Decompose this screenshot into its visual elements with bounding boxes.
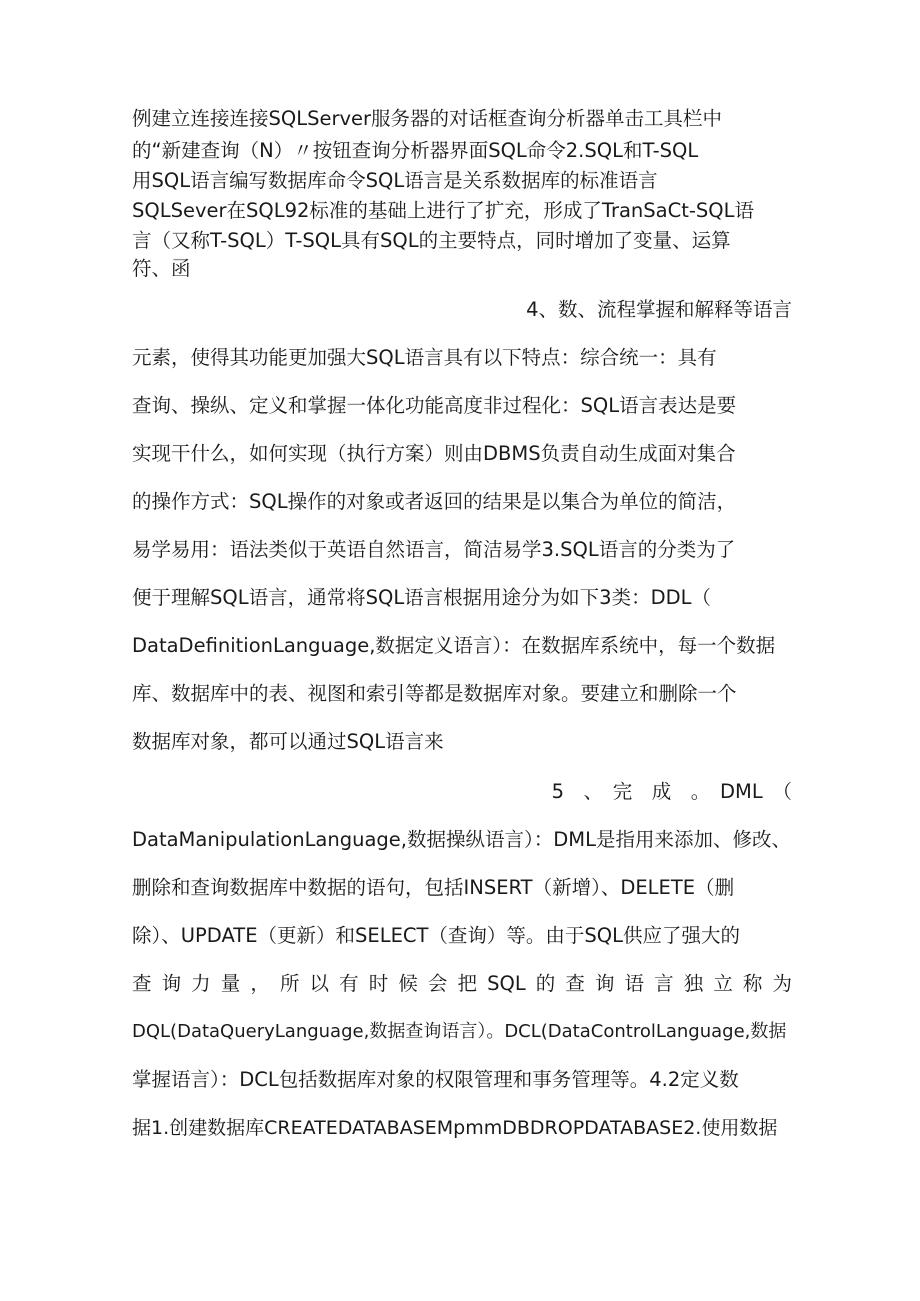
text-line-8: 元素，使得其功能更加强大SQL语言具有以下特点：综合统一：具有 [132, 346, 717, 369]
text-line-6: 符、函 [132, 257, 191, 280]
text-line-15: 库、数据库中的表、视图和索引等都是数据库对象。要建立和删除一个 [132, 682, 737, 705]
text-line-3: 用SQL语言编写数据库命令SQL语言是关系数据库的标准语言 [132, 169, 658, 192]
text-line-5: 言（又称T-SQL）T-SQL具有SQL的主要特点，同时增加了变量、运算 [132, 229, 731, 252]
text-line-14: DataDefinitionLanguage,数据定义语言）：在数据库系统中，每一个数据 [132, 634, 776, 657]
text-line-12: 易学易用：语法类似于英语自然语言，简洁易学3.SQL语言的分类为了 [132, 538, 736, 561]
text-line-23: 掌握语言）：DCL包括数据库对象的权限管理和事务管理等。4.2定义数 [132, 1068, 739, 1091]
text-line-21: 查询力量，所以有时候会把SQL的查询语言独立称为 [132, 972, 792, 995]
text-line-18: DataManipulationLanguage,数据操纵语言）：DML是指用来添加、修改、 [132, 828, 791, 851]
text-line-7: 4、数、流程掌握和解释等语言 [526, 298, 792, 321]
text-line-16: 数据库对象，都可以通过SQL语言来 [132, 730, 444, 753]
text-line-22: DQL(DataQueryLanguage,数据查询语言）。DCL(DataControlLanguage,数据 [132, 1021, 787, 1042]
text-line-17: 5 、 完 成 。 DML （ [551, 780, 792, 803]
text-line-11: 的操作方式：SQL操作的对象或者返回的结果是以集合为单位的简洁， [132, 490, 737, 513]
text-line-24: 据1.创建数据库CREATEDATABASEMpmmDBDROPDATABASE2.使用数据 [132, 1117, 778, 1139]
text-line-19: 删除和查询数据库中数据的语句，包括INSERT（新增）、DELETE（删 [132, 876, 735, 899]
text-line-9: 查询、操纵、定义和掌握一体化功能高度非过程化：SQL语言表达是要 [132, 394, 737, 417]
text-line-4: SQLSever在SQL92标准的基础上进行了扩充，形成了TranSaCt-SQL语 [132, 199, 755, 222]
text-line-1: 例建立连接连接SQLServer服务器的对话框查询分析器单击工具栏中 [132, 107, 723, 130]
text-line-20: 除）、UPDATE（更新）和SELECT（查询）等。由于SQL供应了强大的 [132, 924, 741, 947]
text-line-13: 便于理解SQL语言，通常将SQL语言根据用途分为如下3类：DDL（ [132, 586, 711, 609]
text-line-10: 实现干什么，如何实现（执行方案）则由DBMS负责自动生成面对集合 [132, 442, 736, 465]
text-line-2: 的“新建查询（N）〃按钮查询分析器界面SQL命令2.SQL和T-SQL [132, 139, 699, 162]
